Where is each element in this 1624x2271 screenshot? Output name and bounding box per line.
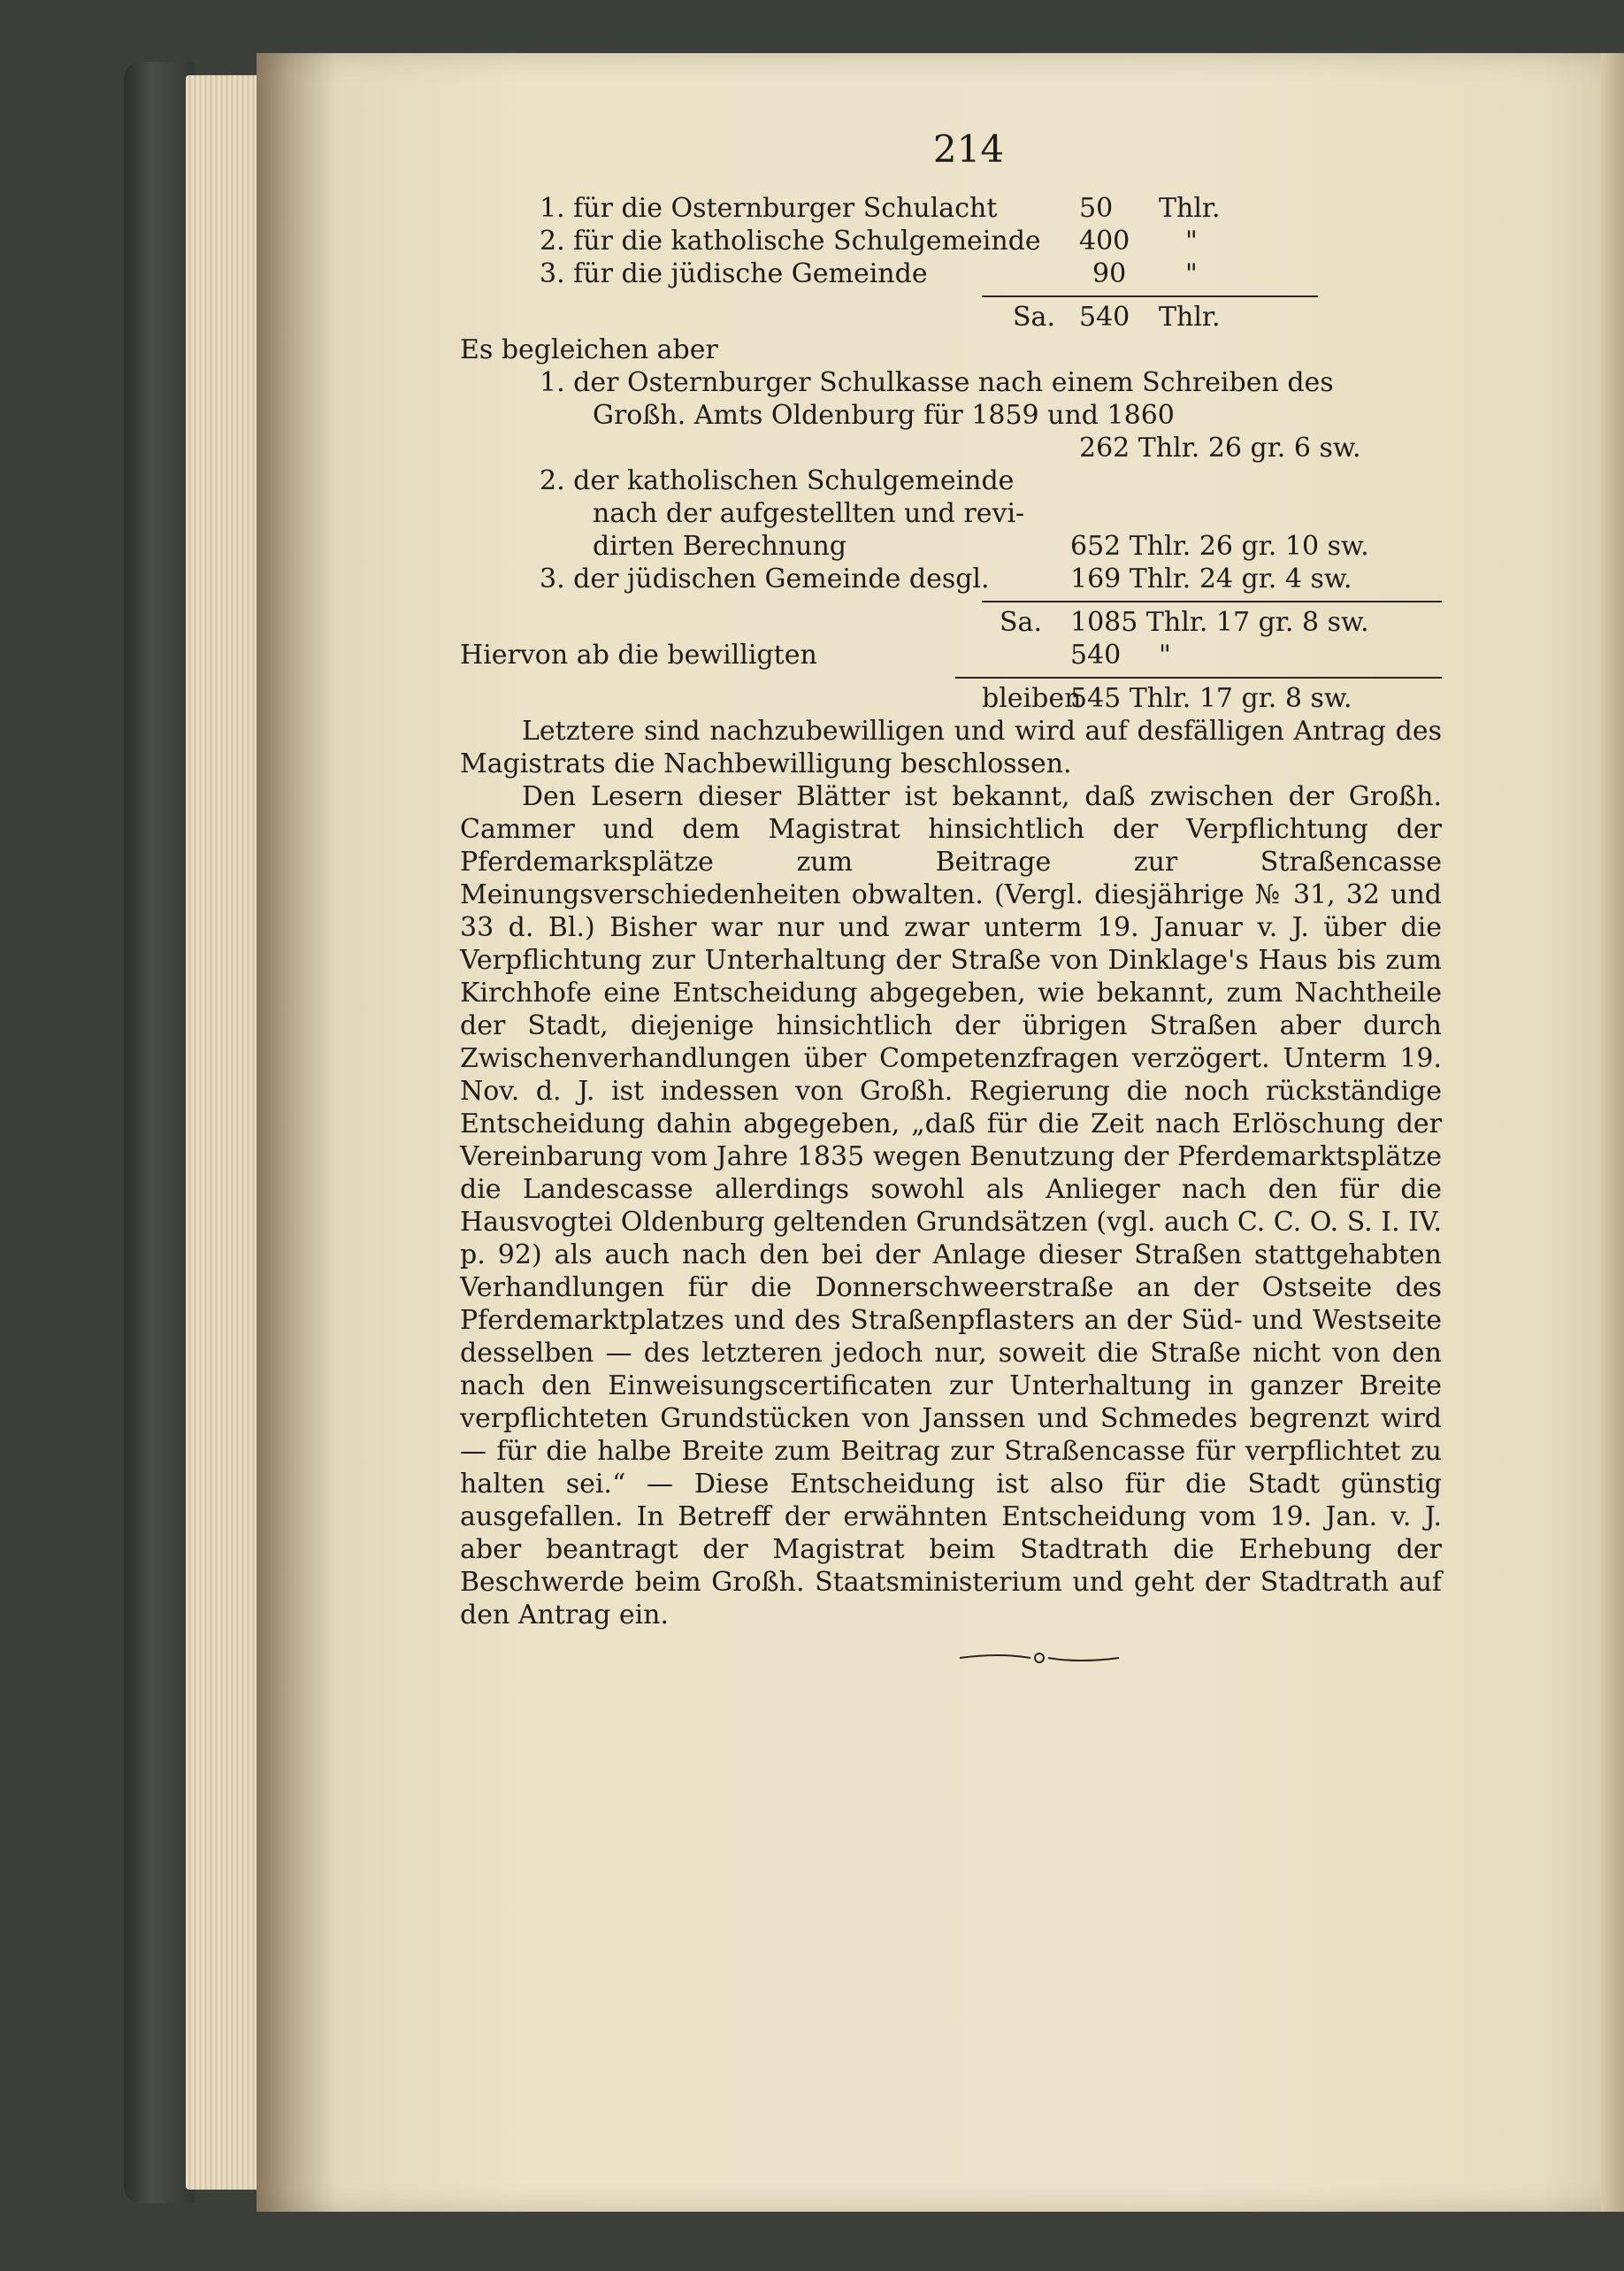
sum-label: Sa.	[1013, 302, 1055, 333]
sum-rule	[955, 677, 1442, 679]
sum-rule	[982, 601, 1442, 602]
body-paragraphs	[460, 715, 1442, 1631]
row-unit: "	[1185, 258, 1198, 289]
list-item: Großh. Amts Oldenburg für 1859 und 1860	[593, 400, 1175, 431]
list-item: 262 Thlr. 26 gr. 6 sw.	[1079, 433, 1361, 464]
row-label: 2. für die katholische Schulgemeinde	[540, 226, 1041, 257]
list-item: nach der aufgestellten und revi-	[593, 498, 1025, 529]
paragraph: Letztere sind nachzubewilligen und wird auf desfälligen Antrag des Magistrats die Nachbewilligung beschlossen.	[460, 716, 1442, 779]
page-number: 214	[932, 127, 1005, 171]
sum-unit: Thlr.	[1159, 302, 1221, 333]
sum-rule	[982, 295, 1318, 297]
sum-amount: 1085 Thlr. 17 gr. 8 sw.	[1070, 607, 1369, 638]
intro-line: Es begleichen aber	[460, 334, 718, 365]
row-label: 1. für die Osternburger Schulacht	[540, 193, 998, 224]
table-row	[460, 225, 1442, 257]
book-binding	[124, 62, 195, 2203]
list-item: dirten Berechnung 652 Thlr. 26 gr. 10 sw.	[593, 531, 1369, 562]
table-row	[460, 192, 1442, 225]
remain-row: bleiben 545 Thlr. 17 gr. 8 sw.	[982, 683, 1352, 714]
sum-row	[460, 606, 1442, 639]
facing-page-edge	[1601, 53, 1624, 2212]
row-unit: Thlr.	[1159, 193, 1221, 224]
row-label: 3. für die jüdische Gemeinde	[540, 258, 928, 289]
row-amount: 400	[1079, 226, 1130, 257]
deduct-row: Hiervon ab die bewilligten 540 "	[460, 640, 1171, 671]
row-amount: 50	[1079, 193, 1114, 224]
list-item: 1. der Osternburger Schulkasse nach einem Schreiben des	[540, 367, 1334, 398]
sum-label: Sa.	[1000, 607, 1042, 638]
paragraph: Den Lesern dieser Blätter ist bekannt, daß zwischen der Großh. Cammer und dem Magistrat hinsichtlich der Verpflichtung der Pferdemarksplätze zum Beitrage zur Straßencasse Meinungsverschiedenheiten obwalten. (Vergl. diesjährige № 31, 32 und 33 d. Bl.) Bisher war nur und zwar unterm 19. Januar v. J. über die Verpflichtung zur Unterhaltung der Straße von Dinklage's Haus bis zum Kirchhofe eine Entscheidung abgegeben, wie bekannt, zum Nachtheile der Stadt, diejenige hinsichtlich der übrigen Straßen aber durch Zwischenverhandlungen über Competenzfragen verzögert. Unterm 19. Nov. d. J. ist indessen von Großh. Regierung die noch rückständige Entscheidung dahin abgegeben, „daß für die Zeit nach Erlöschung der Vereinbarung vom Jahre 1835 wegen Benutzung der Pferdemarktsplätze die Landescasse allerdings sowohl als Anlieger nach den für die Hausvogtei Oldenburg geltenden Grundsätzen (vgl. auch C. C. O. S. I. IV. p. 92) als auch nach den bei der Anlage dieser Straßen stattgehabten Verhandlungen für die Donnerschweerstraße an der Ostseite des Pferdemarktplatzes und des Straßenpflasters an der Süd- und Westseite desselben — des letzteren jedoch nur, soweit die Straße nicht von den nach den Einweisungscertificaten zur Unterhaltung in ganzer Breite verpflichteten Grundstücken von Janssen und Schmedes begrenzt wird — für die halbe Breite zum Beitrag zur Straßencasse für verpflichtet zu halten sei.“ — Diese Entscheidung ist also für die Stadt günstig ausgefallen. In Betreff der erwähnten Entscheidung vom 19. Jan. v. J. aber beantragt der Magistrat beim Stadtrath die Erhebung der Beschwerde beim Großh. Staatsministerium und geht der Stadtrath auf den Antrag ein.	[460, 781, 1442, 1630]
sum-amount: 540	[1079, 302, 1130, 333]
sum-row	[460, 301, 1442, 334]
spine-shadow	[257, 53, 336, 2212]
list-item: 3. der jüdischen Gemeinde desgl. 169 Thlr. 24 gr. 4 sw.	[540, 564, 1352, 595]
row-unit: "	[1185, 226, 1198, 257]
closing-ornament	[460, 1642, 1442, 1675]
row-amount: 90	[1092, 258, 1127, 289]
list-item: 2. der katholischen Schulgemeinde	[540, 465, 1015, 496]
ornament-icon	[955, 1649, 1123, 1667]
table-row	[460, 257, 1442, 290]
page-text	[460, 127, 1442, 1675]
